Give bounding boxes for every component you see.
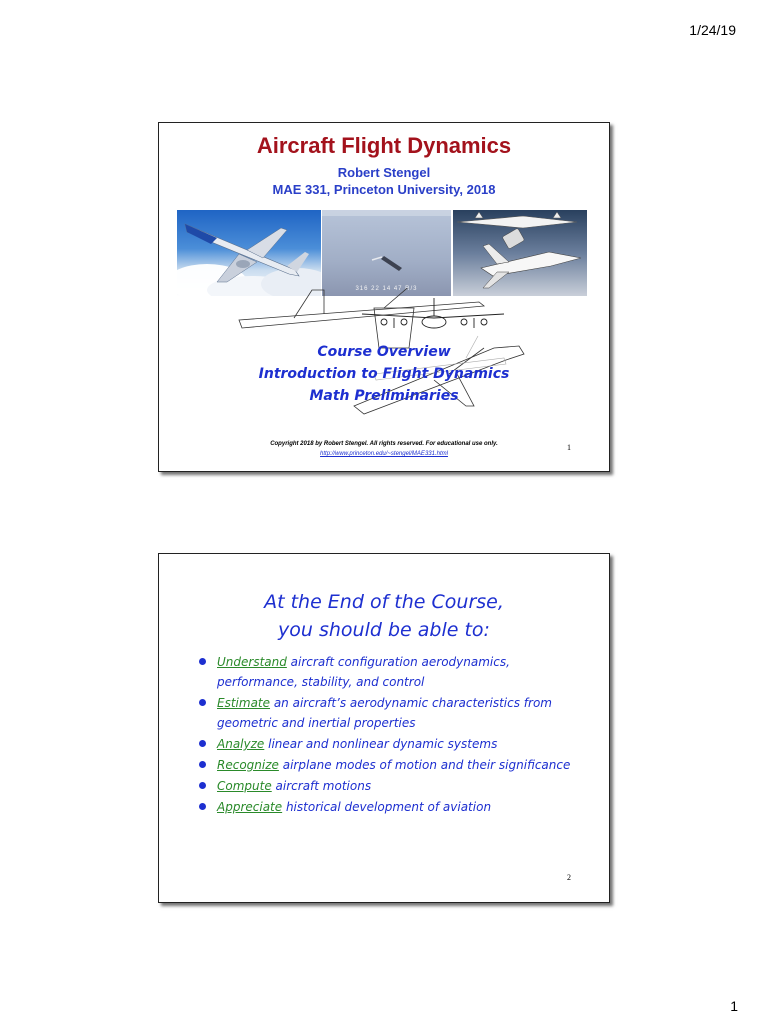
- bullet-icon: [199, 803, 206, 810]
- objective-verb: Recognize: [217, 758, 279, 772]
- slide-number: 2: [567, 873, 571, 882]
- objective-verb: Appreciate: [217, 800, 283, 814]
- objective-verb: Analyze: [217, 737, 265, 751]
- slide-heading-line2: you should be able to:: [278, 619, 490, 641]
- list-item: [197, 652, 592, 692]
- author-name: Robert Stengel: [337, 165, 431, 180]
- list-item: [197, 755, 592, 775]
- missile-photo: [322, 210, 451, 296]
- objective-verb: Understand: [217, 655, 287, 669]
- slide-heading-line1: At the End of the Course,: [264, 591, 504, 613]
- overview-introduction: Introduction to Flight Dynamics: [258, 366, 510, 382]
- airliner-photo: [177, 210, 321, 296]
- overview-course: Course Overview: [317, 344, 451, 360]
- slide-1: [158, 122, 610, 472]
- page-date: 1/24/19: [689, 22, 736, 38]
- list-item: [197, 734, 592, 754]
- course-link[interactable]: http://www.princeton.edu/~stengel/MAE331.html: [320, 451, 448, 457]
- spaceship-photo: [453, 210, 587, 296]
- course-info: MAE 331, Princeton University, 2018: [272, 182, 496, 197]
- objective-verb: Estimate: [217, 696, 271, 710]
- photo-caption: 316 22 14 47 R/3: [355, 286, 418, 292]
- objective-text: historical development of aviation: [282, 800, 492, 814]
- objective-verb: Compute: [217, 779, 272, 793]
- objectives-list: [197, 652, 592, 818]
- overview-math: Math Preliminaries: [309, 388, 459, 404]
- slide-2: [158, 553, 610, 903]
- page-number: 1: [730, 998, 738, 1014]
- objective-text: aircraft motions: [271, 779, 372, 793]
- bullet-icon: [199, 699, 206, 706]
- slide-title: Aircraft Flight Dynamics: [256, 133, 512, 158]
- objective-text: aircraft configuration aerodynamics, performance, stability, and control: [217, 655, 510, 689]
- list-item: [197, 797, 592, 817]
- list-item: [197, 776, 592, 796]
- bullet-icon: [199, 761, 206, 768]
- bullet-icon: [199, 782, 206, 789]
- copyright-notice: Copyright 2018 by Robert Stengel. All rights reserved. For educational use only.: [270, 441, 498, 447]
- list-item: [197, 693, 592, 733]
- objective-text: linear and nonlinear dynamic systems: [264, 737, 498, 751]
- slide-number: 1: [567, 443, 571, 452]
- bullet-icon: [199, 658, 206, 665]
- objective-text: an aircraft’s aerodynamic characteristics from geometric and inertial properties: [217, 696, 552, 730]
- bullet-icon: [199, 740, 206, 747]
- objective-text: airplane modes of motion and their significance: [278, 758, 571, 772]
